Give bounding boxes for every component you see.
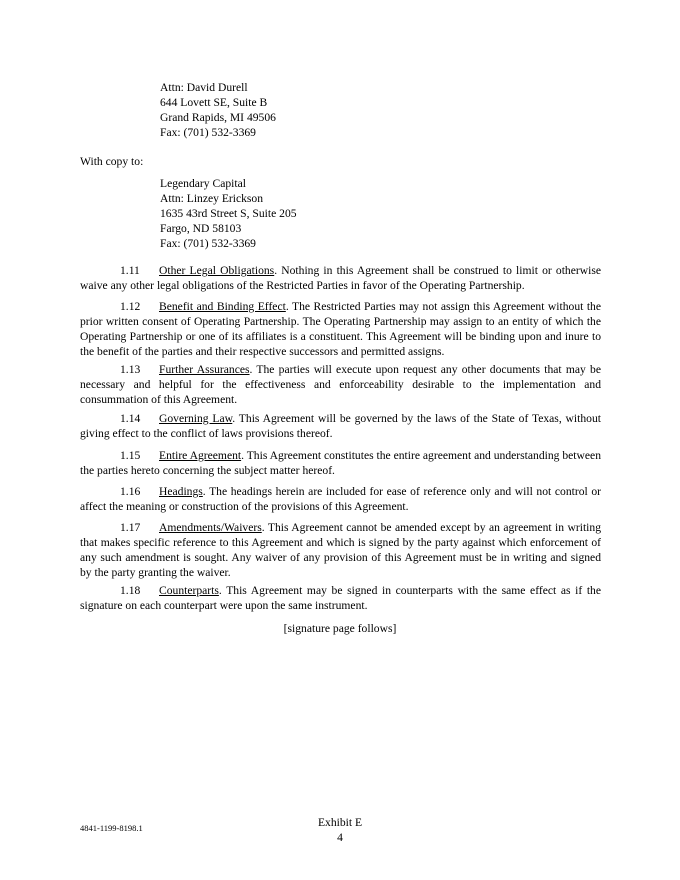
section-body: . The Restricted Parties may not assign this Agreement without the prior written consent of Operating Partnership. The Operating Partnership may assign to an entity of which the Operating Partnership or one of its affiliates is a constituent. This Agreement will be binding upon and inure to the benefit of the parties and their respective successors and permitted assigns. [80, 300, 601, 358]
address-line: Fax: (701) 532-3369 [160, 237, 256, 250]
document-id: 4841-1199-8198.1 [80, 823, 143, 833]
section-body: . Nothing in this Agreement shall be construed to limit or otherwise waive any other legal obligations of the Restricted Parties in favor of the Operating Partnership. [80, 264, 601, 292]
section-title: Other Legal Obligations [159, 264, 275, 277]
section-title: Benefit and Binding Effect [159, 300, 286, 313]
page-number: 4 [337, 831, 343, 844]
section-1-18 [80, 583, 601, 613]
second-address-block [160, 176, 460, 251]
section-1-15 [80, 448, 601, 478]
section-body: . The parties will execute upon request any other documents that may be necessary and helpful for the effectiveness and enforceability desirable to the implementation and consummation of this Agreement. [80, 363, 601, 406]
footer-center [0, 815, 680, 845]
section-1-17 [80, 520, 601, 580]
section-title: Entire Agreement [159, 449, 242, 462]
section-1-16 [80, 484, 601, 514]
section-number: 1.14 [120, 412, 141, 425]
address-line: Fax: (701) 532-3369 [160, 126, 256, 139]
section-number: 1.17 [120, 521, 141, 534]
section-1-13 [80, 362, 601, 407]
section-number: 1.11 [120, 264, 140, 277]
address-line: Legendary Capital [160, 177, 246, 190]
address-line: 644 Lovett SE, Suite B [160, 96, 268, 109]
section-number: 1.16 [120, 485, 141, 498]
address-line: 1635 43rd Street S, Suite 205 [160, 207, 297, 220]
section-body: . The headings herein are included for ease of reference only and will not control or affect the meaning or construction of the provisions of this Agreement. [80, 485, 601, 513]
section-title: Amendments/Waivers [159, 521, 262, 534]
address-line: Fargo, ND 58103 [160, 222, 242, 235]
section-1-11 [80, 263, 601, 293]
section-body: . This Agreement may be signed in counterparts with the same effect as if the signature on each counterpart were upon the same instrument. [80, 584, 601, 612]
section-body: . This Agreement constitutes the entire agreement and understanding between the parties hereto concerning the subject matter hereof. [80, 449, 601, 477]
section-title: Headings [159, 485, 203, 498]
exhibit-label: Exhibit E [317, 816, 363, 829]
section-1-14 [80, 411, 601, 441]
first-address-block [160, 80, 460, 140]
address-line: Attn: Linzey Erickson [160, 192, 264, 205]
section-1-12 [80, 299, 601, 359]
address-line: Attn: David Durell [160, 81, 248, 94]
section-number: 1.12 [120, 300, 141, 313]
copy-label: With copy to: [80, 155, 144, 168]
section-number: 1.15 [120, 449, 141, 462]
section-title: Governing Law [159, 412, 233, 425]
section-body: . This Agreement will be governed by the laws of the State of Texas, without giving effect to the conflict of laws provisions thereof. [80, 412, 601, 440]
address-line: Grand Rapids, MI 49506 [160, 111, 276, 124]
section-number: 1.13 [120, 363, 141, 376]
section-title: Further Assurances [159, 363, 250, 376]
section-body: . This Agreement cannot be amended except by an agreement in writing that makes specific reference to this Agreement and which is signed by the party against which enforcement of any such amendment is sought. Any waiver of any provision of this Agreement must be in writing and signed by the party granting the waiver. [80, 521, 601, 579]
section-number: 1.18 [120, 584, 141, 597]
section-title: Counterparts [159, 584, 219, 597]
signature-page-note: [signature page follows] [283, 622, 397, 635]
